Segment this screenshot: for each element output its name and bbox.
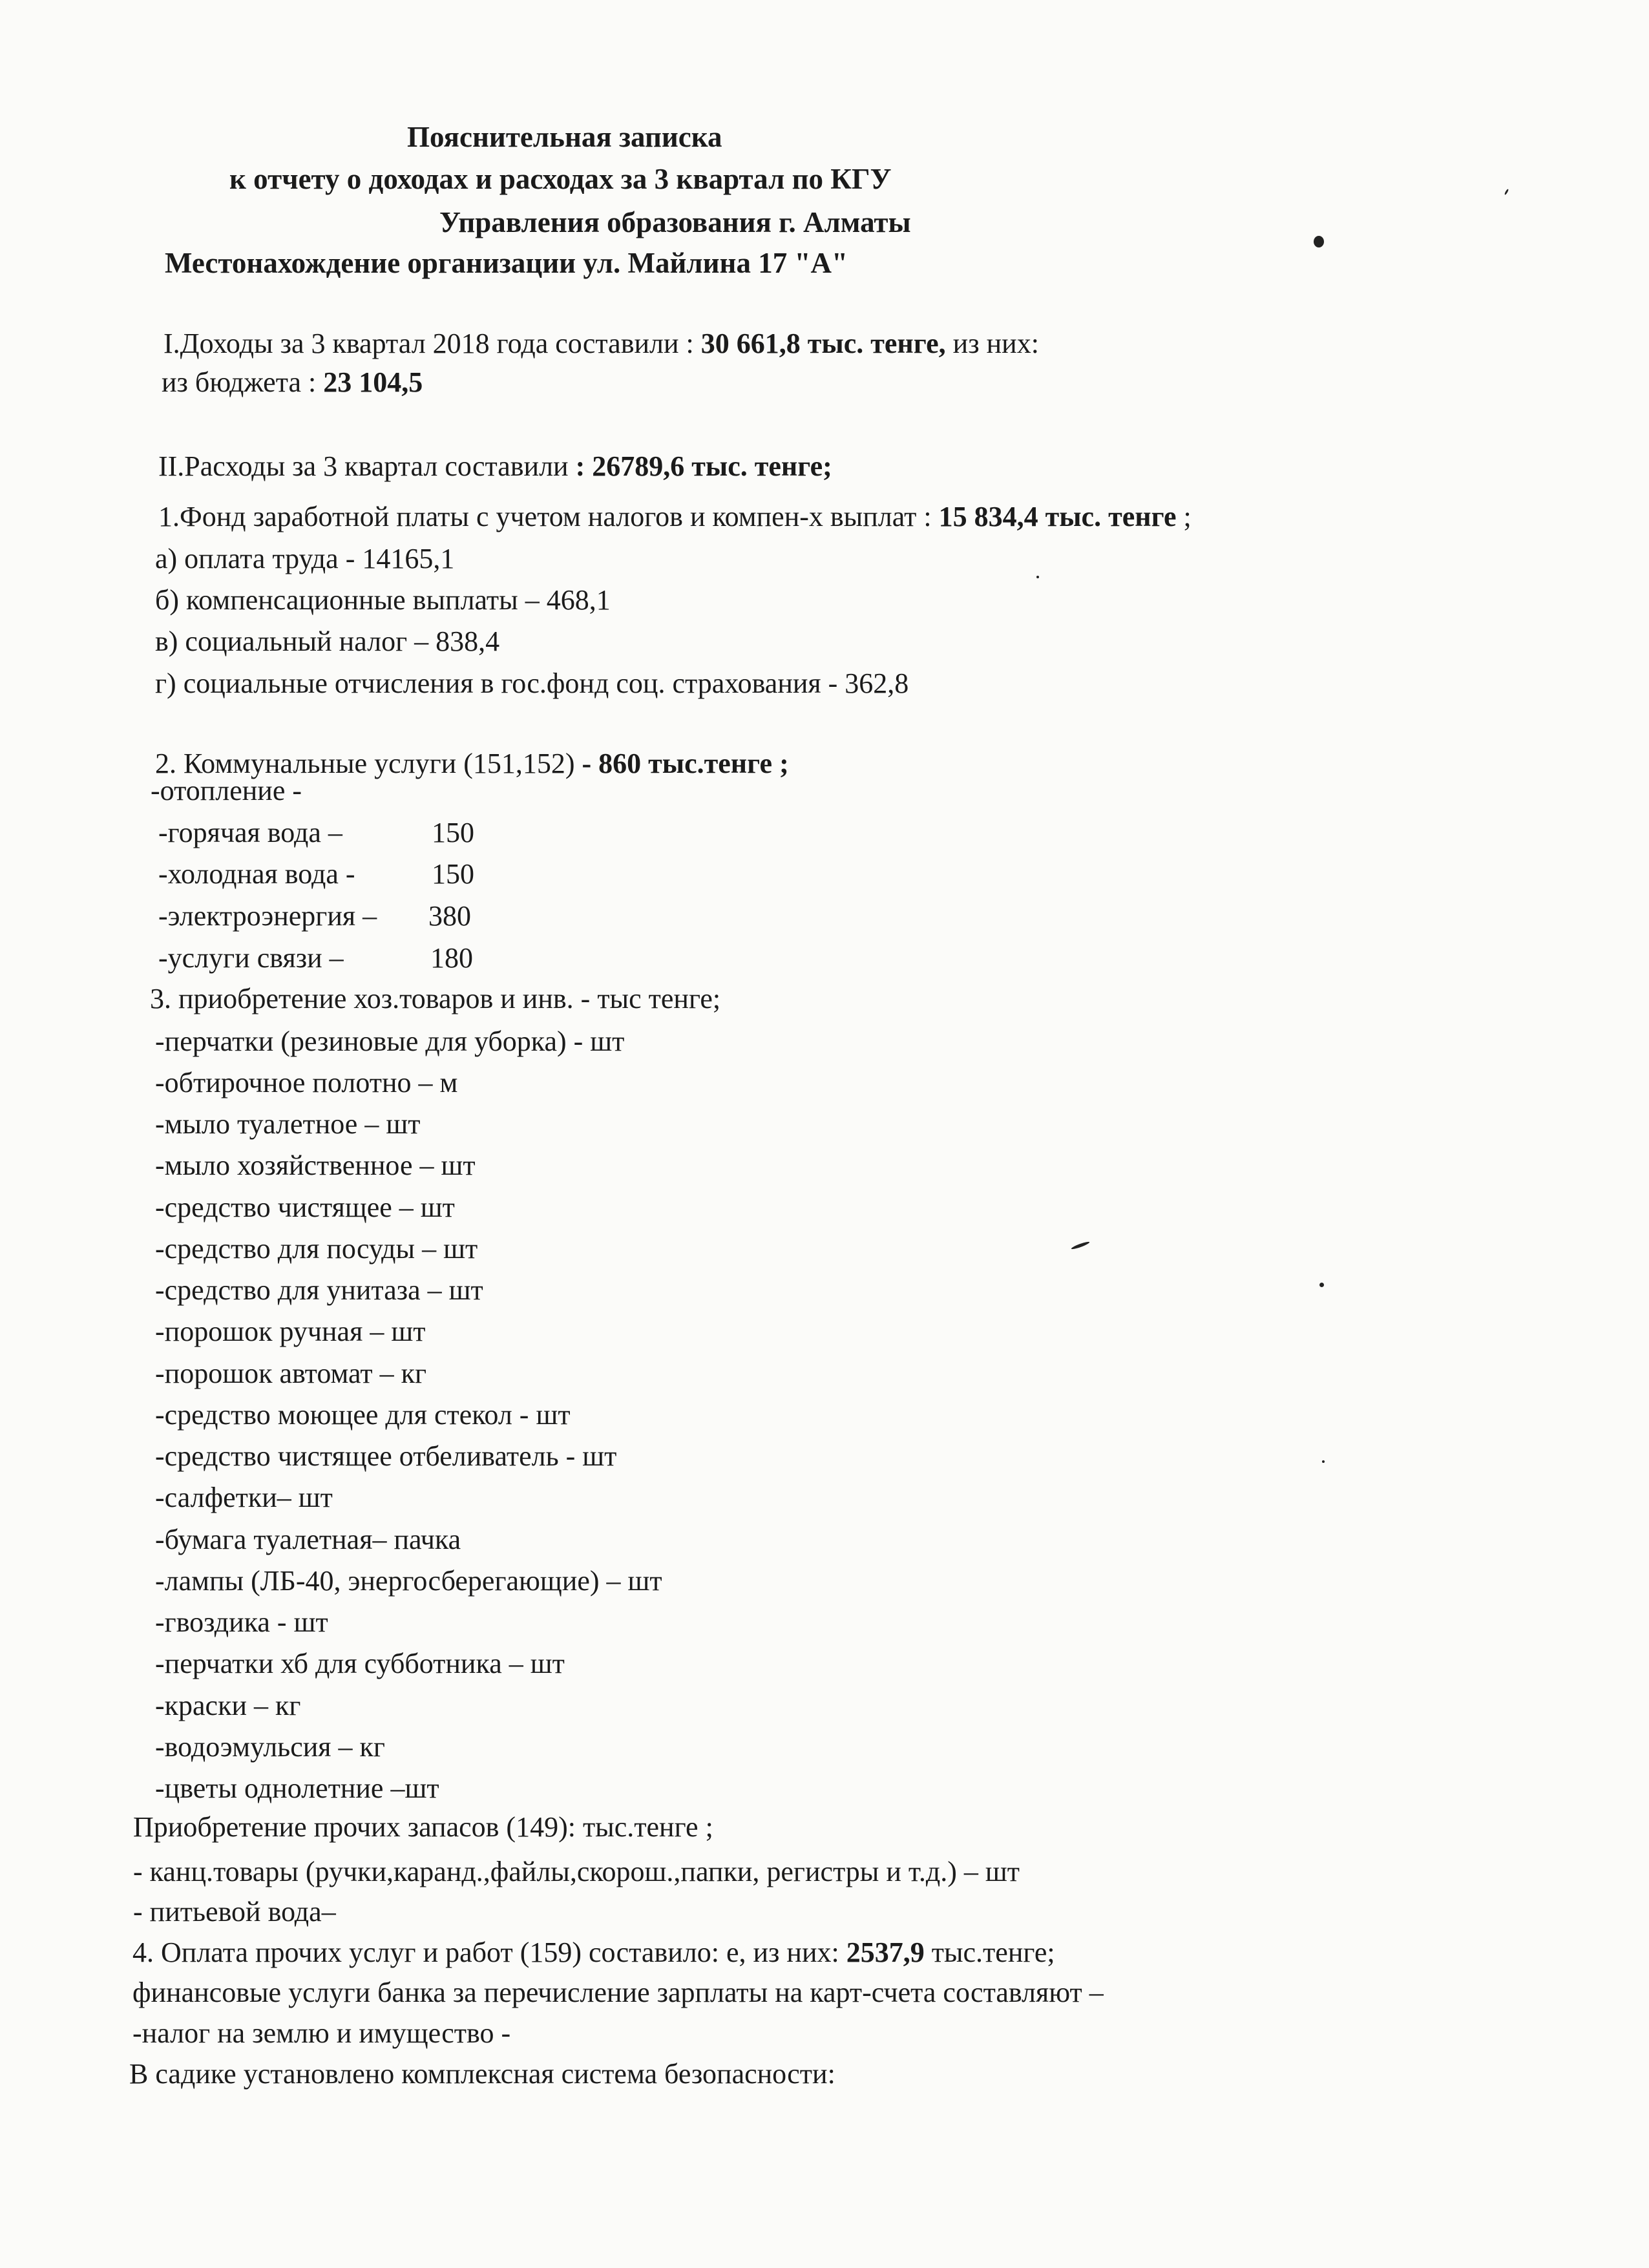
goods-item: -средство чистящее – шт [155,1192,455,1223]
goods-item: -порошок автомат – кг [155,1358,427,1389]
goods-item: -средство для посуды – шт [155,1233,478,1265]
utility-item: -электроэнергия – [158,900,377,932]
payroll-item: б) компенсационные выплаты – 468,1 [155,584,611,616]
doc-organization: Управления образования г. Алматы [439,206,911,238]
utility-item: -холодная вода - [158,858,355,890]
expenses-line [158,452,832,481]
goods-item: -гвоздика - шт [155,1606,328,1638]
utilities-total: - 860 тыс.тенге ; [582,748,789,779]
goods-item: -средство для унитаза – шт [155,1274,483,1306]
payroll-item: в) социальный налог – 838,4 [155,625,500,657]
services-total: 2537,9 [846,1937,925,1968]
doc-subtitle: к отчету о доходах и расходах за 3 квартал по КГУ [229,163,892,195]
utilities-line [155,750,789,778]
scan-speck [1319,1283,1324,1287]
income-suffix: из них: [945,328,1039,359]
expenses-prefix: II.Расходы за 3 квартал составили [158,450,576,482]
income-total: 30 661,8 тыс. тенге, [700,328,946,359]
scan-speck [1504,189,1509,195]
goods-item: -краски – кг [155,1690,301,1721]
services-item: -налог на землю и имущество - [132,2017,511,2049]
goods-item: -лампы (ЛБ-40, энергосберегающие) – шт [155,1565,662,1597]
utility-item: -горячая вода – [158,817,342,848]
utility-value: 180 [430,942,473,974]
goods-item: -обтирочное полотно – м [155,1067,458,1098]
goods-item: -средство чистящее отбеливатель - шт [155,1440,617,1472]
goods-item: -перчатки хб для субботника – шт [155,1648,565,1679]
payroll-prefix: 1.Фонд заработной платы с учетом налогов и компен-х выплат : [158,501,939,532]
services-prefix: 4. Оплата прочих услуг и работ (159) составило: е, из них: [132,1937,846,1968]
utilities-prefix: 2. Коммунальные услуги (151,152) [155,748,582,779]
goods-item: -цветы однолетние –шт [155,1772,439,1804]
utility-value: 150 [432,858,474,890]
goods-item: -мыло туалетное – шт [155,1108,421,1140]
utilities-heating: -отопление - [151,775,302,806]
income-budget-value: 23 104,5 [323,366,423,398]
doc-title: Пояснительная записка [407,121,722,153]
goods-item: -салфетки– шт [155,1482,333,1513]
scan-speck [1071,1241,1090,1250]
goods-item: -мыло хозяйственное – шт [155,1150,476,1181]
payroll-total: 15 834,4 тыс. тенге [938,501,1177,532]
services-line [132,1938,1055,1967]
other-stock-item: - канц.товары (ручки,каранд.,файлы,скорош.,папки, регистры и т.д.) – шт [133,1856,1020,1887]
payroll-suffix: ; [1176,501,1192,532]
utility-item: -услуги связи – [158,942,344,974]
goods-item: -бумага туалетная– пачка [155,1524,461,1555]
income-budget-line [162,368,423,397]
goods-item: -водоэмульсия – кг [155,1731,385,1763]
goods-item: -перчатки (резиновые для уборка) - шт [155,1025,625,1057]
security-line: В садике установлено комплексная система безопасности: [129,2058,835,2090]
scan-speck [1036,576,1039,578]
services-item: финансовые услуги банка за перечисление зарплаты на карт-счета составляют – [132,1977,1104,2008]
utility-value: 380 [428,900,471,932]
goods-item: -средство моющее для стекол - шт [155,1399,571,1431]
income-budget-prefix: из бюджета : [162,366,324,398]
services-suffix: тыс.тенге; [924,1937,1055,1968]
scan-speck [1314,236,1324,247]
other-stock-heading: Приобретение прочих запасов (149): тыс.тенге ; [133,1811,713,1843]
payroll-line [158,503,1192,531]
utility-value: 150 [432,817,474,848]
income-prefix: I.Доходы за 3 квартал 2018 года составили : [163,328,701,359]
doc-address: Местонахождение организации ул. Майлина 17 "А" [165,247,848,279]
goods-heading: 3. приобретение хоз.товаров и инв. - тыс тенге; [150,983,721,1014]
scan-speck [1322,1460,1325,1463]
income-line [163,330,1039,358]
other-stock-item: - питьевой вода– [133,1896,336,1927]
expenses-total: : 26789,6 тыс. тенге; [575,450,832,482]
payroll-item: а) оплата труда - 14165,1 [155,543,455,574]
goods-item: -порошок ручная – шт [155,1316,426,1347]
payroll-item: г) социальные отчисления в гос.фонд соц. страхования - 362,8 [155,667,909,699]
